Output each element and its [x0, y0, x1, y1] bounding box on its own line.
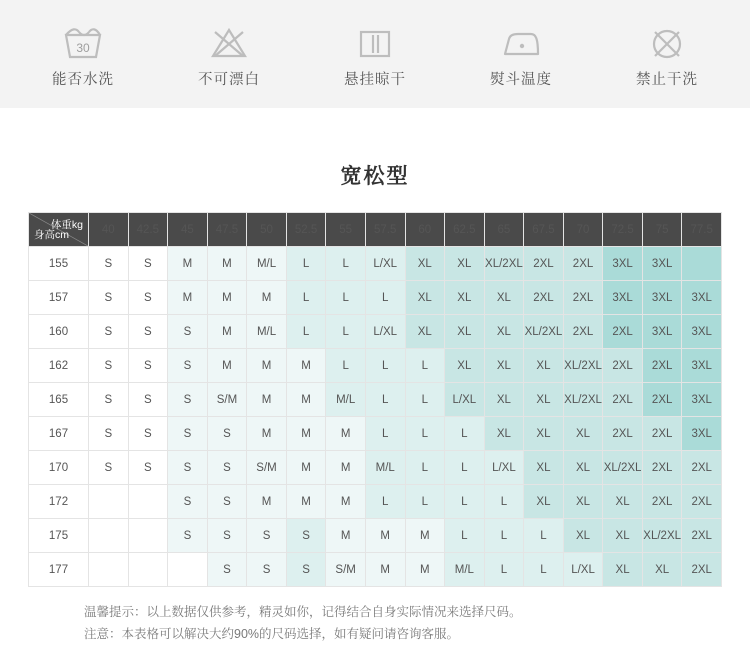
size-cell: S [89, 315, 129, 349]
size-cell: L [326, 247, 366, 281]
size-cell: 2XL [524, 281, 564, 315]
weight-header-cell: 50 [247, 213, 287, 247]
size-cell: M [247, 349, 287, 383]
size-cell: XL/2XL [563, 349, 603, 383]
weight-header-cell: 47.5 [207, 213, 247, 247]
height-header-cell: 172 [29, 485, 89, 519]
size-cell: S [286, 519, 326, 553]
weight-header-cell: 57.5 [365, 213, 405, 247]
size-cell: XL [563, 417, 603, 451]
height-header-cell: 155 [29, 247, 89, 281]
table-row [29, 485, 722, 519]
care-item-label: 悬挂晾干 [344, 71, 406, 88]
size-cell: 3XL [642, 247, 682, 281]
size-cell: L [484, 553, 524, 587]
size-cell: M [405, 553, 445, 587]
size-cell: S [128, 247, 168, 281]
size-cell: M [247, 485, 287, 519]
size-cell [128, 519, 168, 553]
size-cell: L/XL [445, 383, 485, 417]
size-cell: S [207, 553, 247, 587]
no-bleach-icon [206, 21, 252, 65]
size-cell: M [286, 383, 326, 417]
size-cell: M [326, 451, 366, 485]
size-cell: 3XL [682, 315, 722, 349]
size-cell: M [168, 247, 208, 281]
size-cell: S [89, 383, 129, 417]
size-cell: XL [484, 417, 524, 451]
size-cell: M [286, 417, 326, 451]
size-cell: XL [445, 281, 485, 315]
weight-header-cell: 42.5 [128, 213, 168, 247]
weight-header-cell: 55 [326, 213, 366, 247]
size-cell: M [286, 451, 326, 485]
height-header-cell: 157 [29, 281, 89, 315]
size-cell: S [168, 417, 208, 451]
height-header-cell: 177 [29, 553, 89, 587]
height-header-cell: 175 [29, 519, 89, 553]
size-cell: L [405, 383, 445, 417]
size-cell: 2XL [682, 485, 722, 519]
size-cell: S [89, 349, 129, 383]
size-cell [168, 553, 208, 587]
size-cell: XL [603, 553, 643, 587]
size-cell: XL [405, 281, 445, 315]
size-cell: S [207, 485, 247, 519]
size-cell: 2XL [563, 281, 603, 315]
size-cell: S [128, 349, 168, 383]
size-cell: S [128, 315, 168, 349]
size-cell: M [207, 349, 247, 383]
table-row [29, 315, 722, 349]
size-cell: S [89, 281, 129, 315]
corner-weight-label: 体重kg [50, 219, 83, 231]
care-instructions-band [0, 0, 750, 108]
table-row [29, 349, 722, 383]
size-cell: XL/2XL [524, 315, 564, 349]
size-cell: 2XL [563, 315, 603, 349]
size-cell: XL [524, 383, 564, 417]
size-cell: L [365, 349, 405, 383]
size-cell: M [326, 519, 366, 553]
size-cell: L [524, 519, 564, 553]
size-cell: L [365, 383, 405, 417]
size-cell: S [128, 417, 168, 451]
size-cell: S [207, 451, 247, 485]
size-cell: L [524, 553, 564, 587]
size-cell: M [247, 417, 287, 451]
size-cell: 3XL [682, 383, 722, 417]
size-cell: M [168, 281, 208, 315]
weight-header-cell: 67.5 [524, 213, 564, 247]
size-cell: L [445, 451, 485, 485]
size-cell: S [168, 485, 208, 519]
size-cell: M/L [445, 553, 485, 587]
size-cell: S [247, 519, 287, 553]
size-cell: M/L [326, 383, 366, 417]
weight-header-cell: 52.5 [286, 213, 326, 247]
size-cell: L [365, 417, 405, 451]
size-cell: M [286, 349, 326, 383]
size-cell: S [247, 553, 287, 587]
size-cell: M [247, 383, 287, 417]
size-cell: XL [642, 553, 682, 587]
size-cell: L/XL [484, 451, 524, 485]
table-row [29, 383, 722, 417]
note-line: 温馨提示：以上数据仅供参考，精灵如你，记得结合自身实际情况来选择尺码。 [84, 605, 522, 619]
size-cell: 2XL [563, 247, 603, 281]
size-cell: L [405, 349, 445, 383]
size-cell: XL [563, 451, 603, 485]
size-cell [682, 247, 722, 281]
care-item-label: 不可漂白 [198, 71, 260, 88]
size-cell: L [405, 485, 445, 519]
size-cell: S [168, 349, 208, 383]
table-row [29, 553, 722, 587]
size-cell: L [405, 451, 445, 485]
weight-header-cell: 65 [484, 213, 524, 247]
weight-header-cell: 40 [89, 213, 129, 247]
size-cell: S [168, 383, 208, 417]
size-cell: XL/2XL [603, 451, 643, 485]
size-cell: L [405, 417, 445, 451]
corner-height-label: 身高cm [34, 229, 69, 241]
size-cell: XL [405, 247, 445, 281]
size-cell: 2XL [603, 349, 643, 383]
size-cell: XL [484, 281, 524, 315]
size-cell: M [247, 281, 287, 315]
size-cell: L/XL [365, 247, 405, 281]
size-cell: L [445, 485, 485, 519]
size-cell: S [89, 451, 129, 485]
size-cell: XL [445, 247, 485, 281]
size-table-wrap [28, 212, 722, 587]
care-item-bleach [159, 21, 299, 88]
size-cell: 2XL [642, 349, 682, 383]
size-cell: S [286, 553, 326, 587]
size-cell: S [128, 451, 168, 485]
size-cell [89, 553, 129, 587]
height-header-cell: 162 [29, 349, 89, 383]
size-cell: L/XL [365, 315, 405, 349]
section-title-wrap [0, 160, 750, 190]
size-cell: S [89, 417, 129, 451]
size-cell: S [128, 383, 168, 417]
care-item-label: 能否水洗 [52, 71, 114, 88]
size-cell [128, 553, 168, 587]
size-cell: XL/2XL [563, 383, 603, 417]
size-cell: 3XL [682, 417, 722, 451]
size-cell [89, 485, 129, 519]
size-cell: 3XL [642, 315, 682, 349]
size-cell: XL [484, 349, 524, 383]
height-header-cell: 160 [29, 315, 89, 349]
size-cell: 2XL [642, 417, 682, 451]
size-cell: XL [603, 519, 643, 553]
size-cell: L [445, 417, 485, 451]
size-cell: XL [405, 315, 445, 349]
size-cell: XL [524, 349, 564, 383]
care-item-label: 熨斗温度 [490, 71, 552, 88]
size-cell: S [128, 281, 168, 315]
height-header-cell: 170 [29, 451, 89, 485]
care-item-dryclean [597, 21, 737, 88]
size-table [28, 212, 722, 587]
size-cell: M [405, 519, 445, 553]
size-cell: 2XL [682, 553, 722, 587]
svg-text:30: 30 [76, 40, 90, 55]
size-cell: XL [563, 519, 603, 553]
wash-30-icon [60, 21, 106, 65]
size-cell: L/XL [563, 553, 603, 587]
size-cell: 2XL [603, 383, 643, 417]
size-cell: L [286, 247, 326, 281]
care-item-wash [13, 21, 153, 88]
weight-header-cell: 70 [563, 213, 603, 247]
size-cell: L [484, 485, 524, 519]
table-row [29, 451, 722, 485]
size-cell: XL [524, 451, 564, 485]
size-cell [89, 519, 129, 553]
size-cell: L [365, 281, 405, 315]
size-cell: XL [603, 485, 643, 519]
care-item-iron [451, 21, 591, 88]
size-cell: S/M [207, 383, 247, 417]
size-cell: M [365, 519, 405, 553]
hang-dry-icon [352, 21, 398, 65]
size-cell: XL [484, 383, 524, 417]
size-cell: XL [524, 417, 564, 451]
table-corner-cell [29, 213, 89, 247]
size-cell: L [286, 315, 326, 349]
size-cell: L [326, 349, 366, 383]
size-cell: 2XL [524, 247, 564, 281]
size-cell: M/L [247, 315, 287, 349]
care-item-hangdry [305, 21, 445, 88]
size-cell: S [207, 417, 247, 451]
height-header-cell: 167 [29, 417, 89, 451]
size-cell: M [207, 315, 247, 349]
weight-header-cell: 75 [642, 213, 682, 247]
size-cell: 3XL [642, 281, 682, 315]
size-cell: M [365, 553, 405, 587]
size-cell: L [445, 519, 485, 553]
size-cell: 2XL [642, 485, 682, 519]
size-cell: M [286, 485, 326, 519]
size-cell: 3XL [682, 281, 722, 315]
size-cell: S [168, 519, 208, 553]
table-notes [28, 601, 722, 645]
height-header-cell: 165 [29, 383, 89, 417]
iron-temperature-icon [498, 21, 544, 65]
size-cell: L [286, 281, 326, 315]
size-cell: M/L [247, 247, 287, 281]
size-cell: XL [445, 349, 485, 383]
size-cell: M [326, 417, 366, 451]
size-cell: L [326, 281, 366, 315]
weight-header-cell: 60 [405, 213, 445, 247]
size-cell: 2XL [603, 315, 643, 349]
size-cell: XL/2XL [642, 519, 682, 553]
size-cell: L [484, 519, 524, 553]
size-cell: M [207, 281, 247, 315]
weight-header-cell: 62.5 [445, 213, 485, 247]
size-cell: M/L [365, 451, 405, 485]
size-cell: L [365, 485, 405, 519]
size-cell: S/M [326, 553, 366, 587]
size-cell: 2XL [682, 519, 722, 553]
size-cell: 2XL [642, 451, 682, 485]
size-cell: S [207, 519, 247, 553]
size-cell: S [89, 247, 129, 281]
size-cell: S [168, 451, 208, 485]
no-dry-clean-icon [644, 21, 690, 65]
size-cell: M [326, 485, 366, 519]
weight-header-cell: 77.5 [682, 213, 722, 247]
weight-header-cell: 45 [168, 213, 208, 247]
page-title: 宽松型 [340, 165, 410, 188]
size-cell: L [326, 315, 366, 349]
size-cell: XL/2XL [484, 247, 524, 281]
size-cell: 2XL [682, 451, 722, 485]
table-row [29, 417, 722, 451]
table-body [29, 247, 722, 587]
size-cell: XL [524, 485, 564, 519]
table-row [29, 519, 722, 553]
size-cell: 2XL [642, 383, 682, 417]
size-cell: XL [445, 315, 485, 349]
size-cell: 3XL [603, 281, 643, 315]
size-cell: XL [563, 485, 603, 519]
table-row [29, 281, 722, 315]
note-line: 注意：本表格可以解决大约90%的尺码选择，如有疑问请咨询客服。 [84, 627, 460, 641]
size-cell: M [207, 247, 247, 281]
care-item-label: 禁止干洗 [636, 71, 698, 88]
size-cell: 2XL [603, 417, 643, 451]
size-cell: S [168, 315, 208, 349]
table-header-row [29, 213, 722, 247]
size-cell: 3XL [603, 247, 643, 281]
size-cell [128, 485, 168, 519]
weight-header-cell: 72.5 [603, 213, 643, 247]
size-cell: XL [484, 315, 524, 349]
size-cell: S/M [247, 451, 287, 485]
size-cell: 3XL [682, 349, 722, 383]
table-row [29, 247, 722, 281]
